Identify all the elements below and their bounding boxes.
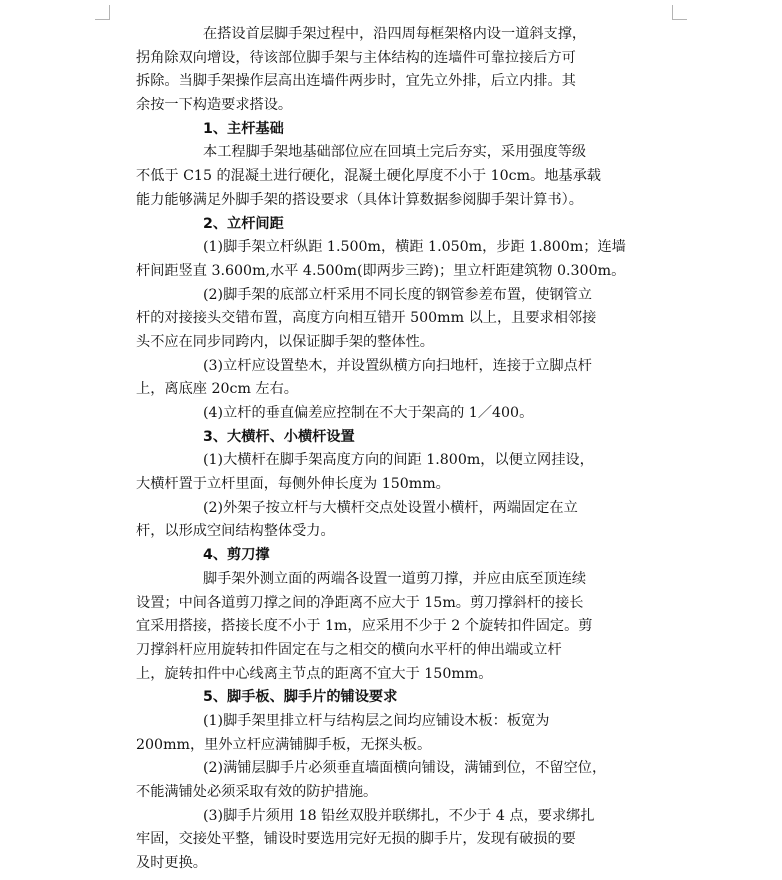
paragraph-line: (3)脚手片须用 18 铅丝双股并联绑扎，不少于 4 点，要求绑扎 [203, 807, 595, 824]
paragraph-line: (1)脚手架里排立杆与结构层之间均应铺设木板：板宽为 [203, 712, 550, 729]
paragraph-line: 杆，以形成空间结构整体受力。 [136, 523, 335, 540]
paragraph-line: (3)立杆应设置垫木，并设置纵横方向扫地杆，连接于立脚点杆 [203, 357, 592, 374]
paragraph-line: 200mm，里外立杆应满铺脚手板，无探头板。 [136, 736, 432, 753]
paragraph-line: 宜采用搭接，搭接长度不小于 1m，应采用不少于 2 个旋转扣件固定。剪 [136, 618, 593, 635]
document-body [136, 23, 636, 876]
paragraph-line: 拆除。当脚手架操作层高出连墙件两步时，宜先立外排，后立内排。其 [136, 73, 576, 90]
paragraph-line: 在搭设首层脚手架过程中，沿四周每框架格内设一道斜支撑， [203, 26, 587, 42]
section-heading: 2、立杆间距 [203, 215, 284, 232]
section-heading: 1、主杆基础 [203, 120, 284, 137]
paragraph-line: 本工程脚手架地基础部位应在回填土完后夯实，采用强度等级 [203, 144, 587, 161]
paragraph-line: 不低于 C15 的混凝土进行硬化，混凝土硬化厚度不小于 10cm。地基承载 [136, 168, 601, 185]
paragraph-line: 刀撑斜杆应用旋转扣件固定在与之相交的横向水平杆的伸出端或立杆 [136, 641, 562, 658]
paragraph-line: (1)大横杆在脚手架高度方向的间距 1.800m，以便立网挂设， [203, 452, 594, 469]
paragraph-line: 大横杆置于立杆里面，每侧外伸长度为 150mm。 [136, 476, 450, 493]
crop-mark-top-left [95, 5, 110, 20]
crop-mark-top-right [672, 5, 687, 20]
paragraph-line: 能力能够满足外脚手架的搭设要求（具体计算数据参阅脚手架计算书）。 [136, 191, 583, 208]
paragraph-line: 上，旋转扣件中心线离主节点的距离不宜大于 150mm。 [136, 665, 493, 682]
paragraph-line: 牢固，交接处平整，铺设时要选用完好无损的脚手片，发现有破损的要 [136, 831, 576, 848]
paragraph-line: (2)外架子按立杆与大横杆交点处设置小横杆，两端固定在立 [203, 499, 578, 516]
paragraph-line: (2)脚手架的底部立杆采用不同长度的钢管参差布置，使钢管立 [203, 286, 592, 303]
paragraph-line: 拐角除双向增设，待该部位脚手架与主体结构的连墙件可靠拉接后方可 [136, 49, 576, 66]
paragraph-line: 杆的对接接头交错布置，高度方向相互错开 500mm 以上，且要求相邻接 [136, 310, 597, 327]
paragraph-line: 上，离底座 20cm 左右。 [136, 381, 298, 398]
paragraph-line: (2)满铺层脚手片必须垂直墙面横向铺设，满铺到位，不留空位， [203, 760, 607, 777]
paragraph-line: 杆间距竖直 3.600m,水平 4.500m(即两步三跨)；里立杆距建筑物 0.300m。 [136, 262, 626, 279]
paragraph-line: 及时更换。 [136, 855, 207, 872]
section-heading: 4、剪刀撑 [203, 547, 270, 564]
paragraph-line: 头不应在同步同跨内，以保证脚手架的整体性。 [136, 333, 434, 350]
paragraph-line: 不能满铺处必须采取有效的防护措施。 [136, 784, 378, 800]
paragraph-line: 设置；中间各道剪刀撑之间的净距离不应大于 15m。剪刀撑斜杆的接长 [136, 594, 584, 611]
section-heading: 3、大横杆、小横杆设置 [203, 428, 355, 445]
paragraph-line: (1)脚手架立杆纵距 1.500m，横距 1.050m，步距 1.800m；连墙 [203, 239, 626, 256]
paragraph-line: 余按一下构造要求搭设。 [136, 97, 293, 114]
section-heading: 5、脚手板、脚手片的铺设要求 [203, 689, 398, 706]
paragraph-line: (4)立杆的垂直偏差应控制在不大于架高的 1／400。 [203, 405, 534, 421]
paragraph-line: 脚手架外测立面的两端各设置一道剪刀撑，并应由底至顶连续 [203, 570, 587, 587]
